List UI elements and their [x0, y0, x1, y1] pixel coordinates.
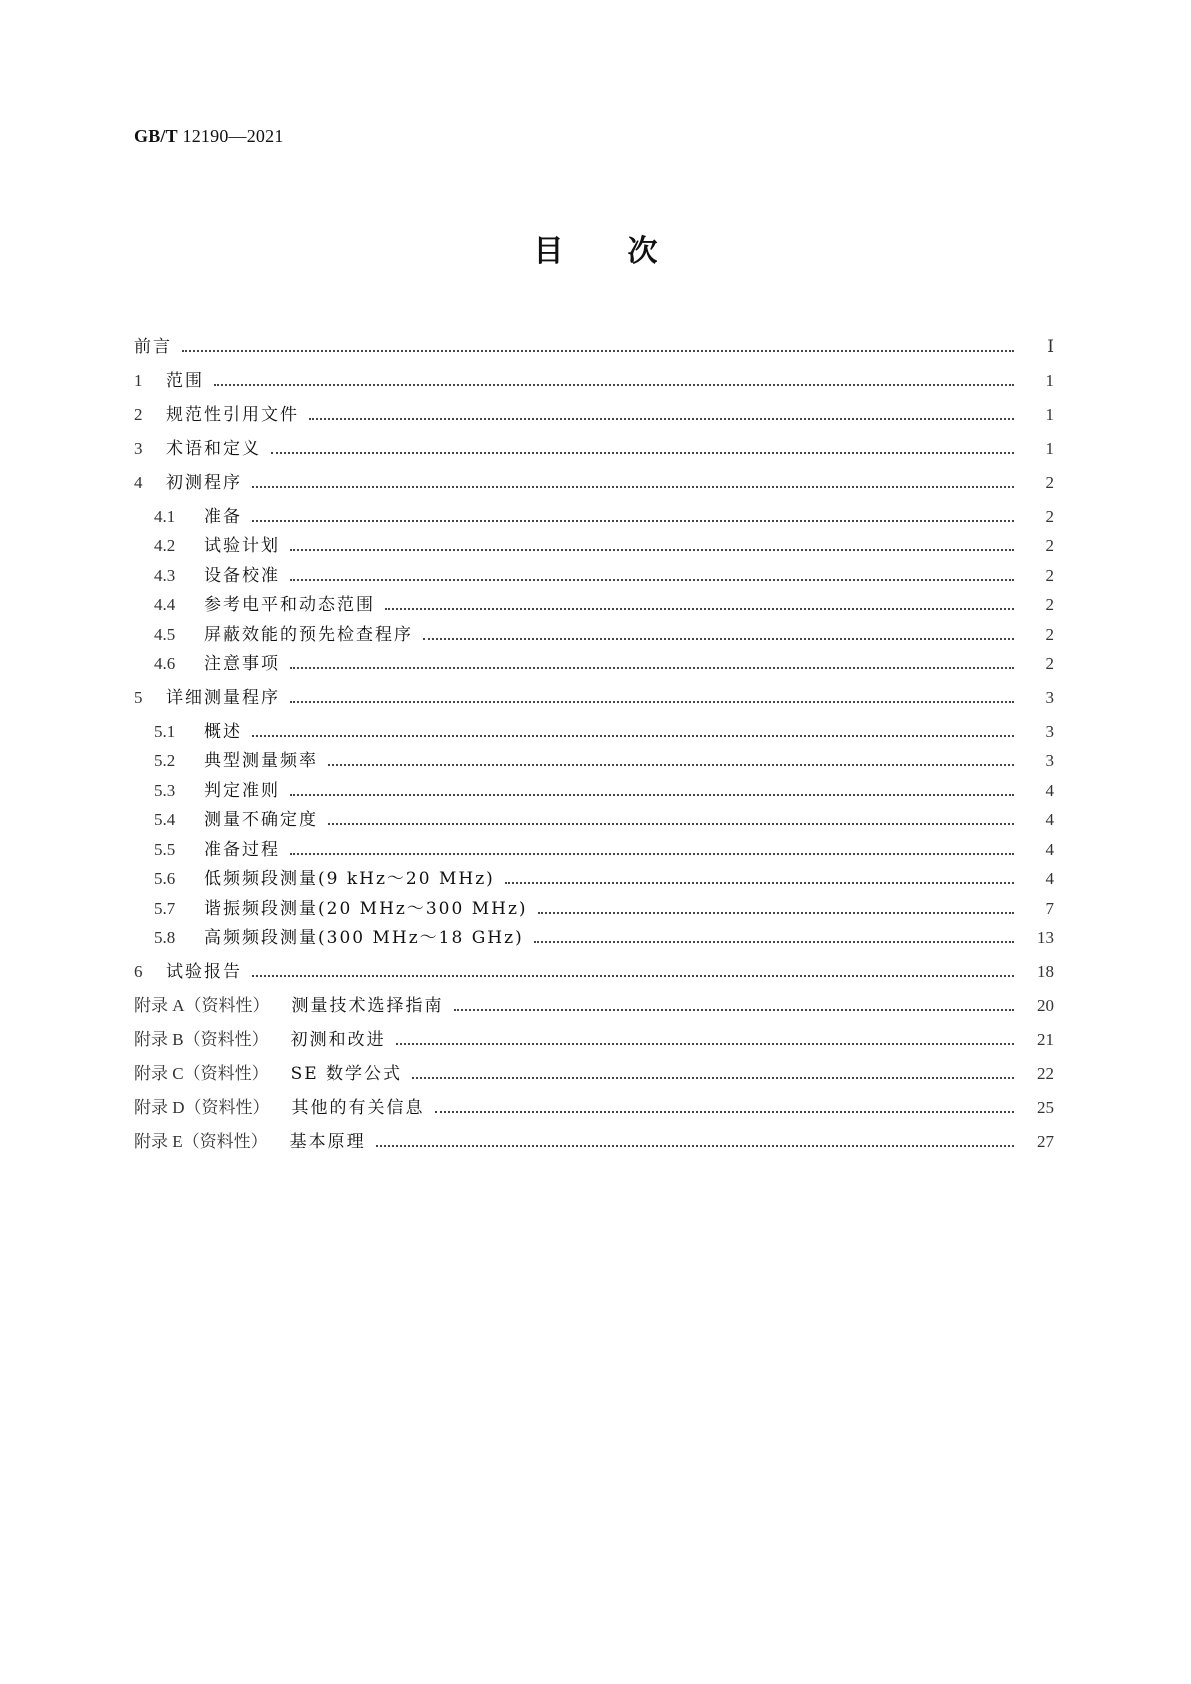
toc-entry-page: 13	[1037, 928, 1054, 947]
toc-entry-appendix-b[interactable]	[134, 1029, 1054, 1051]
toc-entry-appendix-c[interactable]	[134, 1063, 1054, 1085]
toc-entry-page: 21	[1037, 1030, 1054, 1049]
toc-entry-label: 试验报告	[166, 962, 242, 982]
toc-entry-page: 18	[1037, 962, 1054, 981]
toc-entry-label: 其他的有关信息	[291, 1098, 425, 1118]
toc-entry-label: 规范性引用文件	[166, 405, 299, 425]
toc-entry-number: 附录 E（资料性）	[134, 1132, 268, 1151]
dot-leader	[290, 701, 1014, 703]
toc-entry-5[interactable]	[134, 687, 1054, 709]
toc-entry-number: 5.1	[154, 722, 176, 741]
toc-entry-number: 附录 A（资料性）	[134, 996, 270, 1015]
toc-entry-page: 4	[1045, 840, 1054, 859]
dot-leader	[396, 1043, 1014, 1045]
dot-leader	[309, 418, 1014, 420]
toc-entry-number: 附录 C（资料性）	[134, 1064, 269, 1083]
toc-entry-number: 4.6	[154, 654, 176, 673]
toc-entry-4-1[interactable]	[154, 506, 1054, 528]
toc-entry-page: Ⅰ	[1047, 337, 1054, 356]
dot-leader	[505, 882, 1014, 884]
toc-entry-number: 4	[134, 473, 143, 492]
toc-entry-number: 4.1	[154, 507, 176, 526]
dot-leader	[376, 1145, 1014, 1147]
toc-entry-label: 设备校准	[204, 566, 280, 586]
toc-entry-label: 谐振频段测量(20 MHz～300 MHz)	[204, 899, 528, 919]
toc-entry-label: 术语和定义	[166, 439, 261, 459]
toc-entry-label: 典型测量频率	[204, 751, 318, 771]
toc-entry-number: 4.2	[154, 536, 176, 555]
toc-entry-number: 2	[134, 405, 143, 424]
toc-entry-number: 5.8	[154, 928, 176, 947]
dot-leader	[423, 638, 1014, 640]
toc-entry-label: SE 数学公式	[290, 1064, 403, 1084]
toc-entry-page: 3	[1045, 722, 1054, 741]
dot-leader	[454, 1009, 1014, 1011]
toc-entry-6[interactable]	[134, 961, 1054, 983]
toc-entry-5-5[interactable]	[154, 839, 1054, 861]
dot-leader	[290, 549, 1014, 551]
toc-entry-page: 4	[1045, 810, 1054, 829]
toc-entry-label: 屏蔽效能的预先检查程序	[204, 625, 413, 645]
toc-entry-page: 7	[1045, 899, 1054, 918]
dot-leader	[290, 667, 1014, 669]
toc-entry-page: 3	[1045, 751, 1054, 770]
toc-entry-page: 22	[1037, 1064, 1054, 1083]
toc-entry-page: 2	[1045, 566, 1054, 585]
toc-entry-5-3[interactable]	[154, 780, 1054, 802]
toc-entry-label: 注意事项	[204, 654, 280, 674]
toc-entry-3[interactable]	[134, 438, 1054, 460]
toc-entry-label: 测量技术选择指南	[291, 996, 444, 1016]
toc-entry-page: 1	[1045, 371, 1054, 390]
dot-leader	[182, 350, 1014, 352]
toc-entry-label: 低频频段测量(9 kHz～20 MHz)	[204, 869, 495, 889]
toc-entry-number: 5.2	[154, 751, 176, 770]
toc-entry-5-8[interactable]	[154, 927, 1054, 949]
toc-entry-label: 准备过程	[204, 840, 280, 860]
toc-entry-page: 25	[1037, 1098, 1054, 1117]
standard-number: 12190—2021	[182, 126, 284, 146]
toc-entry-number: 5.3	[154, 781, 176, 800]
toc-entry-number: 4.3	[154, 566, 176, 585]
toc-entry-label: 前言	[134, 337, 172, 357]
toc-entry-page: 1	[1045, 405, 1054, 424]
dot-leader	[385, 608, 1014, 610]
dot-leader	[328, 823, 1014, 825]
page-title: 目次	[533, 234, 722, 269]
dot-leader	[538, 912, 1014, 914]
toc-entry-4-5[interactable]	[154, 624, 1054, 646]
toc-entry-page: 1	[1045, 439, 1054, 458]
toc-entry-label: 基本原理	[289, 1132, 366, 1152]
toc-entry-4-3[interactable]	[154, 565, 1054, 587]
toc-entry-5-7[interactable]	[154, 898, 1054, 920]
dot-leader	[252, 520, 1014, 522]
toc-entry-label: 初测程序	[166, 473, 242, 493]
toc-entry-5-4[interactable]	[154, 809, 1054, 831]
toc-entry-number: 附录 D（资料性）	[134, 1098, 270, 1117]
toc-entry-number: 5	[134, 688, 143, 707]
standard-prefix: GB/T	[134, 126, 178, 146]
toc-entry-label: 范围	[166, 371, 204, 391]
toc-entry-label: 判定准则	[204, 781, 280, 801]
toc-entry-label: 概述	[204, 722, 242, 742]
toc-entry-label: 测量不确定度	[204, 810, 318, 830]
toc-entry-label: 初测和改进	[290, 1030, 386, 1050]
toc-entry-5-2[interactable]	[154, 750, 1054, 772]
toc-entry-page: 4	[1045, 869, 1054, 888]
toc-entry-number: 5.6	[154, 869, 176, 888]
toc-entry-appendix-d[interactable]	[134, 1097, 1054, 1119]
toc-entry-page: 2	[1045, 654, 1054, 673]
dot-leader	[252, 486, 1014, 488]
toc-entry-appendix-e[interactable]	[134, 1131, 1054, 1153]
toc-entry-number: 4.5	[154, 625, 176, 644]
toc-entry-1[interactable]	[134, 370, 1054, 392]
dot-leader	[271, 452, 1014, 454]
toc-entry-page: 4	[1045, 781, 1054, 800]
toc-entry-page: 2	[1045, 507, 1054, 526]
toc-entry-page: 2	[1045, 625, 1054, 644]
toc-entry-number: 6	[134, 962, 143, 981]
dot-leader	[412, 1077, 1014, 1079]
toc-entry-label: 高频频段测量(300 MHz～18 GHz)	[204, 928, 524, 948]
dot-leader	[252, 975, 1014, 977]
toc-entry-label: 参考电平和动态范围	[204, 595, 375, 615]
toc-entry-number: 4.4	[154, 595, 176, 614]
toc-entry-page: 20	[1037, 996, 1054, 1015]
toc-entry-number: 5.7	[154, 899, 176, 918]
toc-entry-number: 3	[134, 439, 143, 458]
toc-entry-label: 试验计划	[204, 536, 280, 556]
dot-leader	[214, 384, 1014, 386]
toc-entry-page: 27	[1037, 1132, 1054, 1151]
toc-entry-page: 3	[1045, 688, 1054, 707]
dot-leader	[290, 579, 1014, 581]
dot-leader	[435, 1111, 1014, 1113]
toc-entry-number: 1	[134, 371, 143, 390]
toc-entry-4-6[interactable]	[154, 653, 1054, 675]
toc-entry-number: 5.4	[154, 810, 176, 829]
dot-leader	[290, 794, 1014, 796]
toc-entry-5-1[interactable]	[154, 721, 1054, 743]
toc-entry-page: 2	[1045, 473, 1054, 492]
toc-entry-number: 附录 B（资料性）	[134, 1030, 269, 1049]
toc-entry-2[interactable]	[134, 404, 1054, 426]
toc-entry-label: 详细测量程序	[166, 688, 280, 708]
dot-leader	[328, 764, 1014, 766]
toc-entry-5-6[interactable]	[154, 868, 1054, 890]
dot-leader	[252, 735, 1014, 737]
toc-entry-number: 5.5	[154, 840, 176, 859]
dot-leader	[290, 853, 1014, 855]
toc-entry-label: 准备	[204, 507, 242, 527]
toc-entry-preface[interactable]	[134, 336, 1054, 358]
dot-leader	[534, 941, 1014, 943]
toc-entry-page: 2	[1045, 536, 1054, 555]
toc-entry-4[interactable]	[134, 472, 1054, 494]
toc-entry-4-2[interactable]	[154, 535, 1054, 557]
toc-entry-page: 2	[1045, 595, 1054, 614]
toc-entry-appendix-a[interactable]	[134, 995, 1054, 1017]
toc-entry-4-4[interactable]	[154, 594, 1054, 616]
